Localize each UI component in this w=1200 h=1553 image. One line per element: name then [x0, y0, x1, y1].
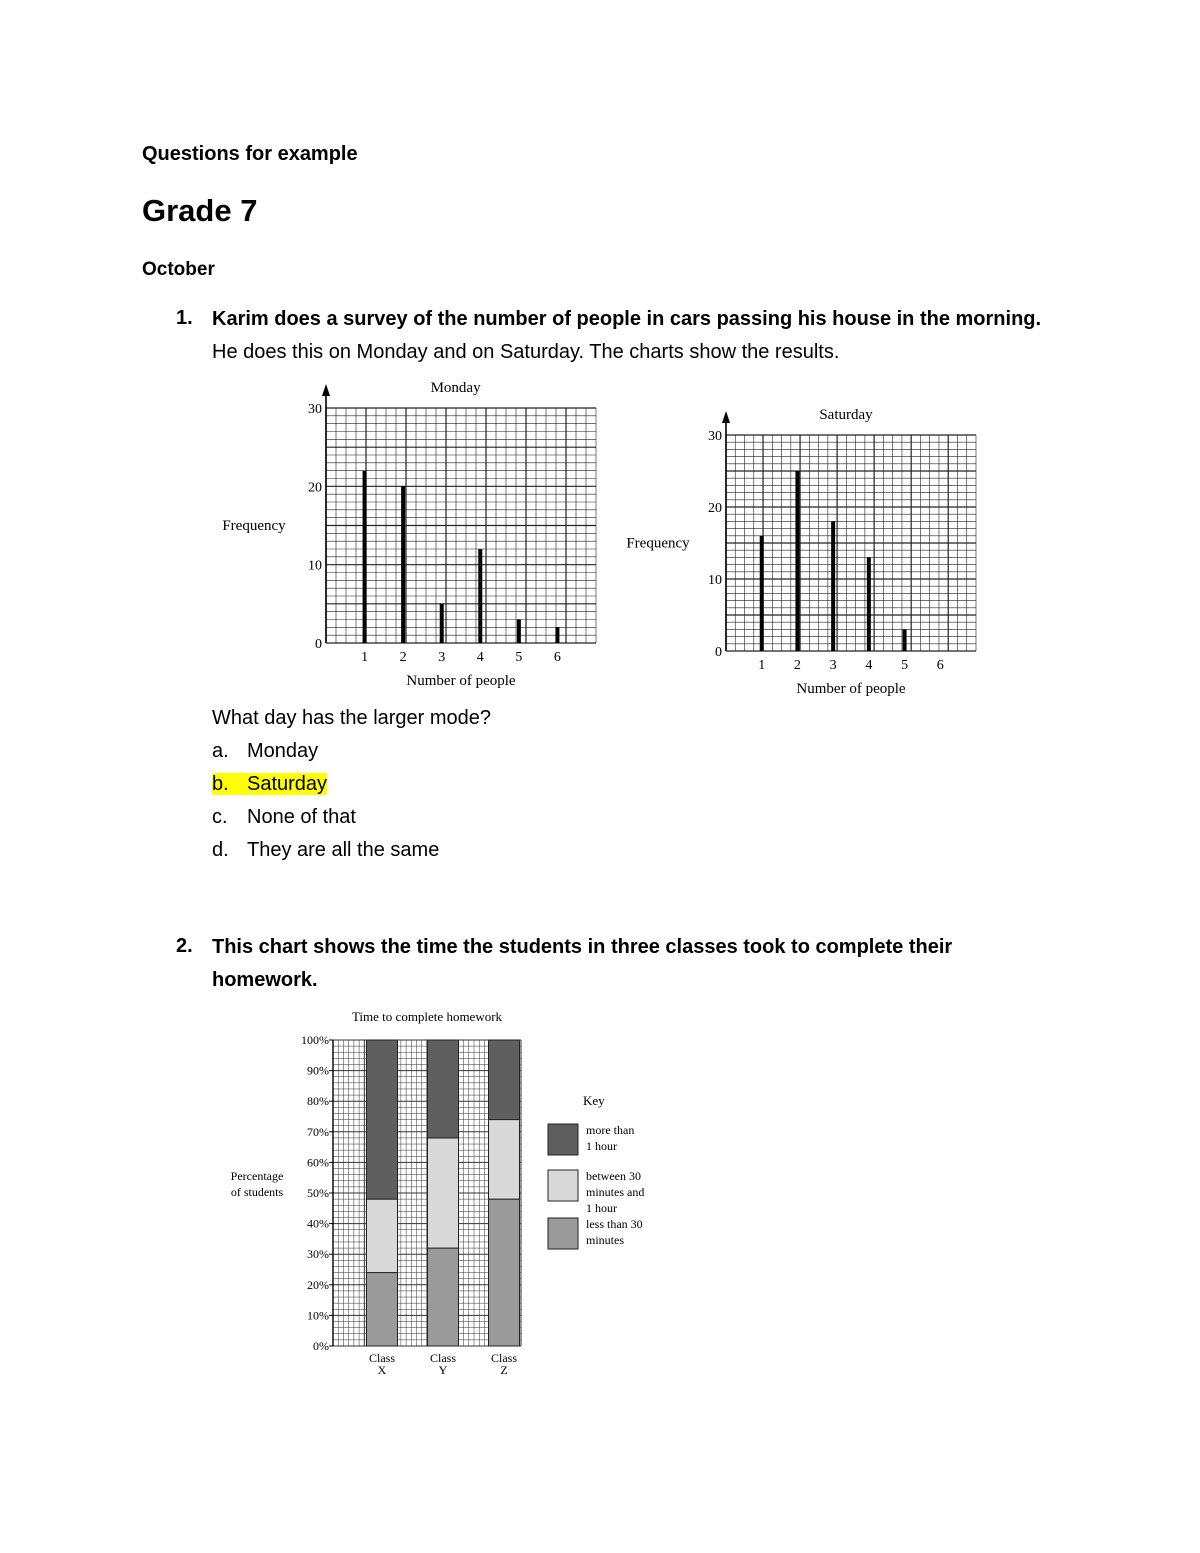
x-tick-label: Z	[500, 1363, 508, 1377]
y-tick-label: 10%	[307, 1308, 329, 1323]
legend-label: between 30	[586, 1169, 641, 1183]
x-tick-label: 3	[438, 650, 446, 665]
y-tick-label: 100%	[301, 1033, 329, 1047]
y-tick-label: 0%	[313, 1339, 329, 1353]
question-2-line-1: This chart shows the time the students in three classes took to complete their	[212, 936, 953, 958]
option-a[interactable]	[212, 735, 318, 768]
y-tick-label: 60%	[307, 1155, 329, 1170]
saturday-chart	[610, 395, 1000, 705]
option-b-text: Saturday	[247, 773, 328, 795]
y-tick-label: 20	[308, 480, 322, 496]
bar-segment	[367, 1273, 398, 1346]
y-tick-label: 70%	[307, 1124, 329, 1139]
chart-title: Saturday	[819, 407, 873, 423]
option-a-text: Monday	[247, 740, 319, 762]
homework-chart	[215, 1000, 685, 1390]
y-tick-label: 30	[308, 402, 322, 417]
y-tick-label: 50%	[307, 1186, 329, 1200]
legend-label: minutes	[586, 1233, 624, 1247]
x-tick-label: X	[377, 1363, 387, 1377]
x-tick-label: 1	[361, 650, 369, 665]
option-c-text: None of that	[247, 806, 356, 828]
option-b-letter: b.	[212, 773, 229, 795]
bar-segment	[489, 1120, 520, 1200]
option-a-letter: a.	[212, 740, 229, 762]
option-d[interactable]	[212, 834, 439, 867]
legend-label: 1 hour	[586, 1139, 617, 1153]
x-tick-label: 1	[758, 658, 766, 673]
monday-chart	[200, 370, 620, 700]
question-2-number: 2.	[176, 935, 193, 957]
question-1-number: 1.	[176, 307, 193, 329]
legend-swatch	[548, 1218, 578, 1249]
legend-label: 1 hour	[586, 1201, 617, 1215]
y-tick-label: 30%	[307, 1247, 329, 1262]
legend-swatch	[548, 1124, 578, 1155]
legend-swatch	[548, 1170, 578, 1201]
option-b[interactable]	[212, 768, 327, 801]
y-axis-label: Percentage	[230, 1169, 284, 1183]
x-tick-label: 2	[399, 650, 407, 665]
document-subtitle: Questions for example	[142, 143, 358, 165]
x-tick-label: Class	[490, 1351, 518, 1365]
month-heading: October	[142, 259, 215, 280]
x-tick-label: 2	[793, 658, 801, 673]
y-axis-arrow-icon	[322, 384, 330, 396]
chart-title: Time to complete homework	[351, 1009, 503, 1024]
y-tick-label: 0	[715, 645, 722, 660]
x-tick-label: 5	[515, 650, 523, 665]
bar-segment	[367, 1040, 398, 1199]
y-tick-label: 10	[308, 558, 322, 574]
question-1-line-2: He does this on Monday and on Saturday. The charts show the results.	[212, 341, 840, 363]
x-tick-label: Class	[429, 1351, 457, 1365]
option-c[interactable]	[212, 801, 356, 834]
x-axis-label: Number of people	[406, 673, 516, 689]
y-tick-label: 10	[708, 573, 722, 588]
y-tick-label: 0	[315, 637, 322, 652]
bar-segment	[428, 1040, 459, 1138]
bar-segment	[367, 1199, 398, 1272]
y-tick-label: 90%	[307, 1063, 329, 1078]
legend-title: Key	[583, 1093, 605, 1108]
x-tick-label: Y	[438, 1363, 448, 1377]
y-axis-label: of students	[230, 1185, 284, 1199]
y-tick-label: 20	[708, 501, 722, 516]
x-tick-label: 6	[936, 658, 944, 673]
option-d-text: They are all the same	[247, 839, 440, 861]
question-2-line-2: homework.	[212, 969, 318, 991]
question-1-line-1: Karim does a survey of the number of people in cars passing his house in the morning.	[212, 308, 1042, 330]
legend-label: more than	[586, 1123, 635, 1137]
y-tick-label: 80%	[307, 1094, 329, 1109]
x-tick-label: 6	[553, 650, 561, 665]
x-axis-label: Number of people	[796, 681, 906, 697]
bar-segment	[489, 1199, 520, 1346]
x-tick-label: 3	[829, 658, 837, 673]
y-tick-label: 20%	[307, 1277, 329, 1292]
legend-label: minutes and	[586, 1185, 645, 1199]
chart-title: Monday	[430, 380, 481, 396]
y-axis-arrow-icon	[722, 411, 730, 423]
x-tick-label: Class	[368, 1351, 396, 1365]
bar-segment	[428, 1138, 459, 1248]
x-tick-label: 4	[476, 650, 484, 665]
bar-segment	[489, 1040, 520, 1120]
y-tick-label: 40%	[307, 1216, 329, 1231]
legend-label: less than 30	[586, 1217, 643, 1231]
x-tick-label: 4	[865, 658, 873, 673]
y-axis-label: Frequency	[626, 535, 690, 552]
y-tick-label: 30	[708, 429, 722, 444]
y-axis-label: Frequency	[222, 518, 286, 535]
option-d-letter: d.	[212, 839, 229, 861]
option-c-letter: c.	[212, 806, 228, 828]
x-tick-label: 5	[901, 658, 909, 673]
question-1-prompt: What day has the larger mode?	[212, 707, 492, 729]
bar-segment	[428, 1248, 459, 1346]
grade-heading: Grade 7	[142, 193, 258, 228]
